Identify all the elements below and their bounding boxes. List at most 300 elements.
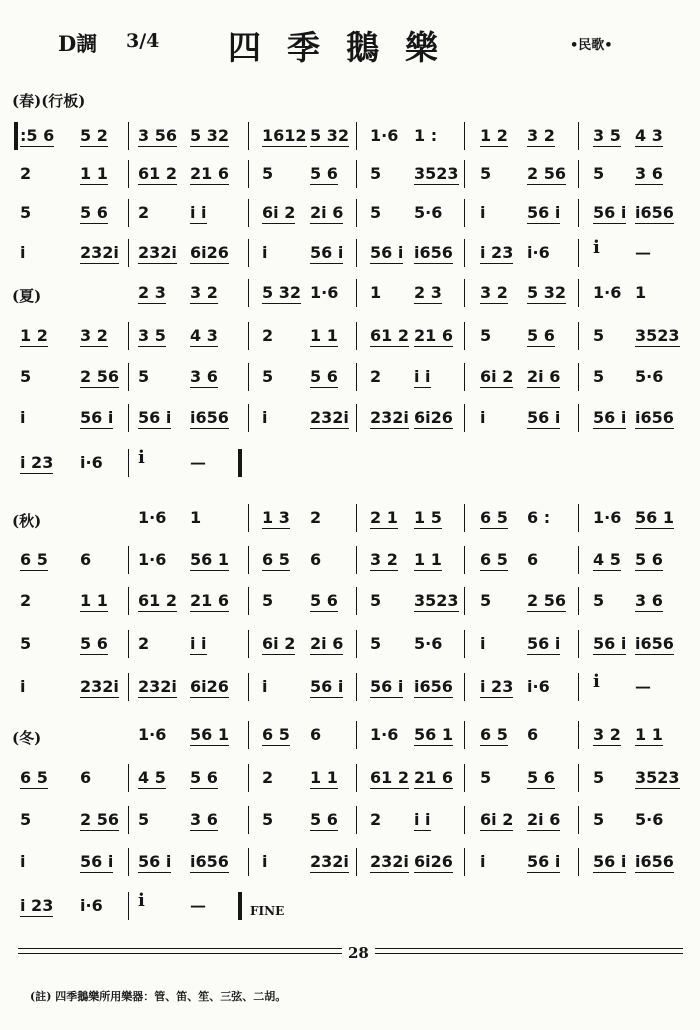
barline — [128, 764, 129, 792]
note-group: 6 5 — [262, 725, 290, 744]
note-group: 3523 — [635, 326, 680, 345]
note-group: 61 2 — [138, 591, 177, 610]
note-group: 1 1 — [414, 550, 442, 569]
note-group: 5 6 — [80, 203, 108, 222]
section-label: (秋) — [12, 512, 42, 530]
barline — [128, 322, 129, 350]
notation-row — [10, 583, 690, 617]
notation-row — [10, 669, 690, 703]
note-group: 56 i — [310, 243, 344, 262]
barline — [464, 848, 465, 876]
barline — [128, 199, 129, 227]
barline — [578, 764, 579, 792]
note-group: 4 3 — [635, 126, 663, 145]
barline — [578, 587, 579, 615]
note-group: 3 2 — [527, 126, 555, 145]
note-group: 56 i — [138, 852, 172, 871]
note-group: i — [20, 677, 26, 696]
note-group: 56 i — [593, 203, 627, 222]
sustain-dash: — — [190, 896, 206, 915]
note-group: 232i — [80, 243, 119, 262]
barline — [248, 239, 249, 267]
note-group: 2 — [20, 591, 32, 610]
note-group: 56 i — [138, 408, 172, 427]
barline — [248, 363, 249, 391]
note-group: 1 1 — [635, 725, 663, 744]
note-group: i656 — [635, 203, 674, 222]
note-group: 2 56 — [80, 367, 119, 386]
barline — [578, 504, 579, 532]
notation-row — [10, 118, 690, 152]
note-group: i 23 — [480, 243, 514, 262]
barline — [248, 673, 249, 701]
note-group: 3523 — [635, 768, 680, 787]
note-group: 2 — [138, 634, 150, 653]
note-group: 232i — [370, 852, 409, 871]
section-label-spring: (春)(行板) — [12, 92, 86, 110]
note-group: 3 6 — [190, 367, 218, 386]
notation-row — [10, 445, 690, 479]
note-group: 6i 2 — [262, 203, 296, 222]
note-group: 1 1 — [80, 164, 108, 183]
note-group: i·6 — [527, 243, 550, 262]
notation-row — [10, 717, 690, 751]
notation-row — [10, 760, 690, 794]
note-group: 5 6 — [310, 164, 338, 183]
notation-row — [10, 400, 690, 434]
note-group: i i — [414, 810, 431, 829]
page-number: 28 — [342, 944, 375, 962]
note-group: 5·6 — [414, 634, 443, 653]
note-group: 56 i — [527, 634, 561, 653]
barline — [248, 404, 249, 432]
section-label: (冬) — [12, 729, 42, 747]
sustain-dash: — — [190, 453, 206, 472]
note-group: 5 — [138, 810, 150, 829]
fermata-note: i — [138, 447, 145, 468]
barline — [128, 673, 129, 701]
note-group: 5 — [480, 164, 492, 183]
note-group: 6i26 — [414, 852, 453, 871]
note-group: 6 5 — [20, 550, 48, 569]
notation-row — [10, 844, 690, 878]
note-group: i656 — [190, 852, 229, 871]
note-group: 5 — [370, 164, 382, 183]
note-group: 5 — [20, 203, 32, 222]
note-group: 6i 2 — [480, 367, 514, 386]
barline — [464, 630, 465, 658]
note-group: i656 — [635, 408, 674, 427]
note-group: 5 — [480, 591, 492, 610]
note-group: 3 2 — [593, 725, 621, 744]
note-group: 3 5 — [138, 326, 166, 345]
note-group: 1 — [370, 283, 382, 302]
section-label-row — [10, 80, 690, 114]
note-group: i — [262, 852, 268, 871]
note-group: 1·6 — [138, 550, 167, 569]
note-group: 2 — [262, 768, 274, 787]
note-group: 6i 2 — [262, 634, 296, 653]
note-group: 6 — [310, 550, 322, 569]
note-group: 1 — [190, 508, 202, 527]
note-group: 3 6 — [635, 164, 663, 183]
note-group: 5 — [370, 591, 382, 610]
barline — [356, 363, 357, 391]
note-group: 5 6 — [527, 768, 555, 787]
note-group: 56 i — [370, 243, 404, 262]
note-group: i·6 — [80, 453, 103, 472]
note-group: 232i — [370, 408, 409, 427]
note-group: i — [480, 203, 486, 222]
note-group: 5 32 — [310, 126, 349, 145]
barline — [128, 404, 129, 432]
notation-row — [10, 626, 690, 660]
note-group: 56 1 — [190, 725, 229, 744]
note-group: i656 — [414, 243, 453, 262]
key-signature: D調 — [58, 31, 98, 56]
note-group: 1·6 — [593, 508, 622, 527]
barline — [356, 239, 357, 267]
note-group: i·6 — [527, 677, 550, 696]
barline — [356, 673, 357, 701]
note-group: 3 2 — [80, 326, 108, 345]
fine-marker: FINE — [250, 904, 285, 918]
note-group: 3 5 — [593, 126, 621, 145]
barline — [464, 160, 465, 188]
note-group: 2 3 — [138, 283, 166, 302]
barline — [238, 449, 242, 477]
barline — [128, 848, 129, 876]
barline — [128, 160, 129, 188]
note-group: 56 i — [527, 408, 561, 427]
barline — [248, 764, 249, 792]
note-group: 5 — [20, 634, 32, 653]
note-group: 3 6 — [190, 810, 218, 829]
repeat-start-barline — [14, 122, 18, 150]
note-group: 2 3 — [414, 283, 442, 302]
note-group: 1·6 — [593, 283, 622, 302]
sustain-dash: — — [635, 243, 651, 262]
note-group: 1·6 — [138, 508, 167, 527]
barline — [464, 673, 465, 701]
barline — [464, 239, 465, 267]
note-group: 5 — [480, 768, 492, 787]
note-group: 56 i — [527, 852, 561, 871]
note-group: i — [262, 408, 268, 427]
note-group: 5 — [593, 768, 605, 787]
note-group: i — [480, 852, 486, 871]
note-group: 5 — [593, 591, 605, 610]
note-group: 6 : — [527, 508, 551, 527]
note-group: 1 1 — [310, 326, 338, 345]
note-group: 2 — [310, 508, 322, 527]
barline — [248, 160, 249, 188]
sustain-dash: — — [635, 677, 651, 696]
note-group: 1 1 — [310, 768, 338, 787]
note-group: 2 56 — [527, 591, 566, 610]
note-group: 5 — [138, 367, 150, 386]
barline — [356, 160, 357, 188]
note-group: 1·6 — [370, 126, 399, 145]
note-group: 5 — [593, 164, 605, 183]
barline — [578, 363, 579, 391]
barline — [356, 504, 357, 532]
note-group: 56 i — [527, 203, 561, 222]
barline — [356, 587, 357, 615]
note-group: 3 2 — [370, 550, 398, 569]
note-group: 1 : — [414, 126, 438, 145]
barline — [578, 546, 579, 574]
note-group: 5 32 — [527, 283, 566, 302]
note-group: 5 — [20, 367, 32, 386]
note-group: 6i26 — [190, 677, 229, 696]
note-group: 56 i — [593, 852, 627, 871]
barline — [578, 160, 579, 188]
note-group: 3 6 — [635, 591, 663, 610]
note-group: 5 6 — [80, 634, 108, 653]
note-group: 56 i — [310, 677, 344, 696]
barline — [238, 892, 242, 920]
barline — [356, 199, 357, 227]
note-group: 2 56 — [80, 810, 119, 829]
note-group: 232i — [310, 852, 349, 871]
note-group: 232i — [310, 408, 349, 427]
note-group: 56 i — [80, 852, 114, 871]
barline — [128, 546, 129, 574]
note-group: 1 3 — [262, 508, 290, 527]
barline — [356, 848, 357, 876]
barline — [464, 806, 465, 834]
barline — [128, 239, 129, 267]
note-group: 6 — [80, 550, 92, 569]
note-group: 5·6 — [635, 810, 664, 829]
note-group: 1·6 — [138, 725, 167, 744]
barline — [248, 848, 249, 876]
barline — [128, 363, 129, 391]
barline — [578, 630, 579, 658]
note-group: 6 — [80, 768, 92, 787]
note-group: 4 3 — [190, 326, 218, 345]
note-group: 56 i — [80, 408, 114, 427]
barline — [356, 404, 357, 432]
barline — [128, 122, 129, 150]
note-group: 5 — [480, 326, 492, 345]
section-label: (夏) — [12, 287, 42, 305]
barline — [464, 546, 465, 574]
note-group: 2 — [262, 326, 274, 345]
note-group: 6 5 — [480, 725, 508, 744]
note-group: i 23 — [20, 453, 54, 472]
note-group: 3 56 — [138, 126, 177, 145]
note-group: 5 6 — [527, 326, 555, 345]
note-group: i i — [190, 634, 207, 653]
note-group: 232i — [80, 677, 119, 696]
note-group: 5 — [593, 326, 605, 345]
note-group: i 23 — [480, 677, 514, 696]
note-group: i656 — [190, 408, 229, 427]
barline — [356, 322, 357, 350]
note-group: 5 — [262, 164, 274, 183]
barline — [248, 322, 249, 350]
note-group: 2i 6 — [527, 810, 561, 829]
notation-row — [10, 500, 690, 534]
fermata-note: i — [593, 237, 600, 258]
time-signature: 3/4 — [126, 30, 160, 52]
notation-row — [10, 195, 690, 229]
barline — [248, 122, 249, 150]
note-group: 6 — [527, 550, 539, 569]
barline — [578, 404, 579, 432]
note-group: 5 — [20, 810, 32, 829]
note-group: 6i26 — [414, 408, 453, 427]
note-group: 5 — [262, 591, 274, 610]
note-group: 2i 6 — [310, 634, 344, 653]
notation-score — [0, 80, 700, 930]
note-group: i — [262, 677, 268, 696]
note-group: 5 6 — [310, 591, 338, 610]
note-group: 56 1 — [190, 550, 229, 569]
note-group: 5 — [370, 634, 382, 653]
note-group: 2i 6 — [527, 367, 561, 386]
note-group: 2 — [370, 810, 382, 829]
note-group: i — [262, 243, 268, 262]
barline — [248, 199, 249, 227]
barline — [578, 721, 579, 749]
note-group: i — [20, 243, 26, 262]
note-group: 4 5 — [593, 550, 621, 569]
note-group: 232i — [138, 243, 177, 262]
note-group: 3 2 — [480, 283, 508, 302]
note-group: i — [480, 634, 486, 653]
song-title: 四季鵝樂 — [228, 28, 464, 67]
note-group: 5 — [262, 810, 274, 829]
note-group: 6 5 — [262, 550, 290, 569]
note-group: 5 32 — [190, 126, 229, 145]
note-group: 3523 — [414, 164, 459, 183]
barline — [128, 892, 129, 920]
note-group: 5 — [370, 203, 382, 222]
barline — [578, 673, 579, 701]
note-group: 2 1 — [370, 508, 398, 527]
barline — [356, 721, 357, 749]
barline — [356, 279, 357, 307]
note-group: 1 5 — [414, 508, 442, 527]
note-group: 1 — [635, 283, 647, 302]
note-group: 1·6 — [310, 283, 339, 302]
barline — [248, 587, 249, 615]
note-group: i656 — [635, 852, 674, 871]
genre-label: •民歌• — [570, 38, 613, 53]
note-group: i·6 — [80, 896, 103, 915]
barline — [356, 546, 357, 574]
note-group: 5·6 — [635, 367, 664, 386]
note-group: 5 — [262, 367, 274, 386]
note-group: 61 2 — [138, 164, 177, 183]
note-group: 3523 — [414, 591, 459, 610]
note-group: 1612 — [262, 126, 307, 145]
notation-row — [10, 156, 690, 190]
note-group: 2 — [20, 164, 32, 183]
note-group: :5 6 — [20, 126, 55, 145]
barline — [248, 279, 249, 307]
barline — [356, 630, 357, 658]
notation-row — [10, 318, 690, 352]
barline — [578, 239, 579, 267]
note-group: 4 5 — [138, 768, 166, 787]
notation-row — [10, 888, 690, 922]
note-group: 2i 6 — [310, 203, 344, 222]
note-group: 56 1 — [635, 508, 674, 527]
barline — [464, 122, 465, 150]
notation-row — [10, 275, 690, 309]
note-group: 1 2 — [480, 126, 508, 145]
note-group: 6 5 — [480, 508, 508, 527]
note-group: i656 — [414, 677, 453, 696]
notation-row — [10, 542, 690, 576]
barline — [128, 630, 129, 658]
barline — [578, 848, 579, 876]
barline — [578, 199, 579, 227]
note-group: 5 6 — [190, 768, 218, 787]
note-group: i 23 — [20, 896, 54, 915]
note-group: i i — [190, 203, 207, 222]
barline — [248, 721, 249, 749]
note-group: 21 6 — [414, 326, 453, 345]
barline — [128, 449, 129, 477]
note-group: 61 2 — [370, 768, 409, 787]
score-header — [0, 22, 700, 66]
note-group: 56 i — [593, 408, 627, 427]
note-group: 5 6 — [635, 550, 663, 569]
note-group: 2 — [138, 203, 150, 222]
note-group: 5 6 — [310, 367, 338, 386]
barline — [464, 199, 465, 227]
barline — [464, 587, 465, 615]
note-group: 6 — [527, 725, 539, 744]
note-group: 56 i — [370, 677, 404, 696]
instrument-note: (註) 四季鵝樂所用樂器：管、笛、笙、三弦、二胡。 — [30, 990, 287, 1003]
note-group: 56 i — [593, 634, 627, 653]
notation-row — [10, 235, 690, 269]
barline — [128, 587, 129, 615]
barline — [578, 122, 579, 150]
barline — [248, 630, 249, 658]
barline — [248, 504, 249, 532]
barline — [578, 322, 579, 350]
note-group: 6 5 — [20, 768, 48, 787]
note-group: 1·6 — [370, 725, 399, 744]
barline — [464, 764, 465, 792]
note-group: 2 56 — [527, 164, 566, 183]
note-group: i i — [414, 367, 431, 386]
barline — [464, 279, 465, 307]
barline — [356, 122, 357, 150]
note-group: 5 32 — [262, 283, 301, 302]
note-group: 6i26 — [190, 243, 229, 262]
note-group: 5 2 — [80, 126, 108, 145]
barline — [128, 806, 129, 834]
note-group: 56 1 — [414, 725, 453, 744]
note-group: 21 6 — [190, 591, 229, 610]
barline — [248, 546, 249, 574]
note-group: 3 2 — [190, 283, 218, 302]
note-group: i — [480, 408, 486, 427]
note-group: 5 — [593, 810, 605, 829]
note-group: 21 6 — [190, 164, 229, 183]
barline — [578, 806, 579, 834]
note-group: 21 6 — [414, 768, 453, 787]
barline — [464, 504, 465, 532]
